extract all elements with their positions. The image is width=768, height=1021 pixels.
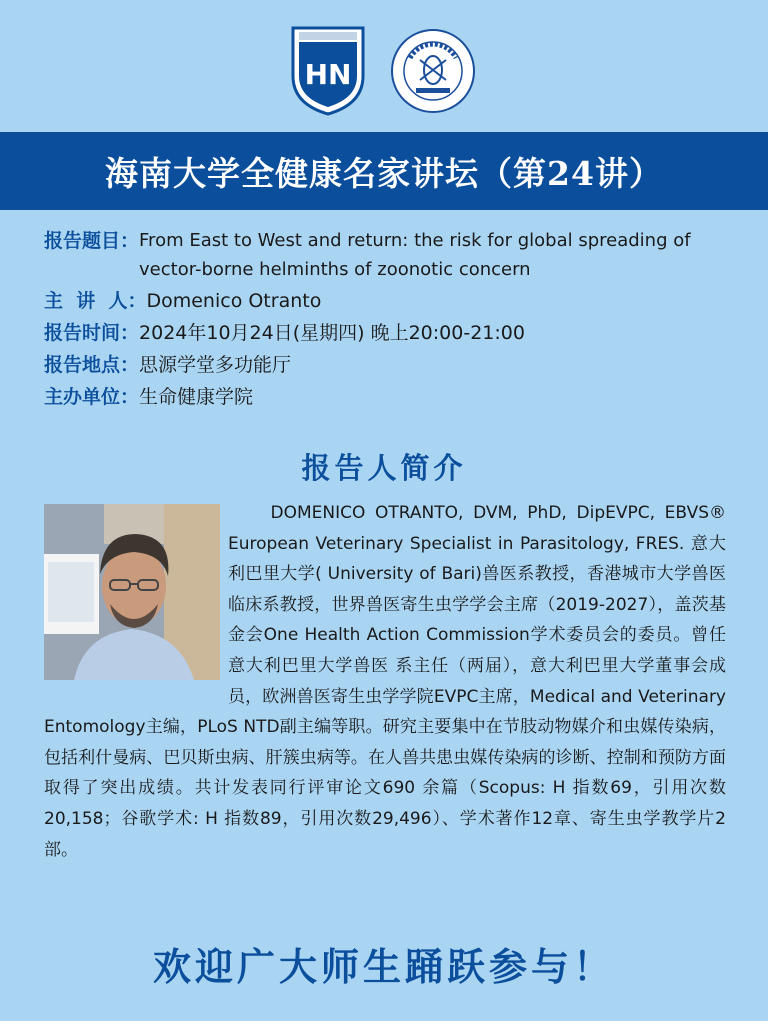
bio-heading: 报告人简介 xyxy=(301,451,467,485)
info-label-time: 报告时间： xyxy=(44,322,140,344)
info-value-time: 2024年10月24日(星期四) 晚上20:00-21:00 xyxy=(139,322,525,344)
info-row-time xyxy=(44,318,744,348)
welcome-slogan: 欢迎广大师生踊跃参与！ xyxy=(152,945,615,989)
speaker-photo xyxy=(44,504,220,680)
info-label-venue: 报告地点： xyxy=(44,354,140,376)
hainan-university-logo xyxy=(289,24,367,116)
institute-seal-logo xyxy=(390,28,476,114)
title-banner xyxy=(0,132,768,210)
logo-bar xyxy=(0,20,768,120)
banner-title: 海南大学全健康名家讲坛（第24讲） xyxy=(105,153,663,193)
info-row-topic xyxy=(44,226,744,284)
bio-text: DOMENICO OTRANTO, DVM, PhD, DipEVPC, EBVS® European Veterinary Specialist in Parasitology, FRES. 意大利巴里大学( University of Bari)兽医系教授，香港城市大学兽医临床系教授，世界兽医寄生虫学学会主席（2019-2027），盖茨基金会One Health Action Commission学术委员会的委员。曾任意大利巴里大学兽医 系主任（两届），意大利巴里大学董事会成员，欧洲兽医寄生虫学学院EVPC主席，Medical and Veterinary Entomology主编，PLoS NTD副主编等职。研究主要集中在节肢动物媒介和虫媒传染病，包括利什曼病、巴贝斯虫病、肝簇虫病等。在人兽共患虫媒传染病的诊断、控制和预防方面取得了突出成绩。共计发表同行评审论文690 余篇（Scopus: H 指数69，引用次数20,158；谷歌学术: H 指数89，引用次数29,496）、学术著作12章、寄生虫学教学片2 部。 xyxy=(44,503,726,860)
lecture-info xyxy=(44,226,744,414)
speaker-photo-icon xyxy=(44,504,220,680)
info-value-venue: 思源学堂多功能厅 xyxy=(139,354,292,376)
info-label-speaker: 主 讲 人： xyxy=(44,290,147,312)
info-row-venue xyxy=(44,350,744,380)
info-value-speaker: Domenico Otranto xyxy=(146,290,322,312)
info-row-speaker xyxy=(44,286,744,316)
logo-hn-text: HN xyxy=(304,58,352,91)
info-value-host: 生命健康学院 xyxy=(139,386,254,408)
speaker-bio xyxy=(44,498,726,865)
info-row-host xyxy=(44,382,744,412)
info-value-topic: From East to West and return: the risk for global spreading of vector-borne helminths of zoonotic concern xyxy=(139,230,691,280)
info-label-host: 主办单位： xyxy=(44,386,140,408)
info-label-topic: 报告题目： xyxy=(44,230,140,252)
